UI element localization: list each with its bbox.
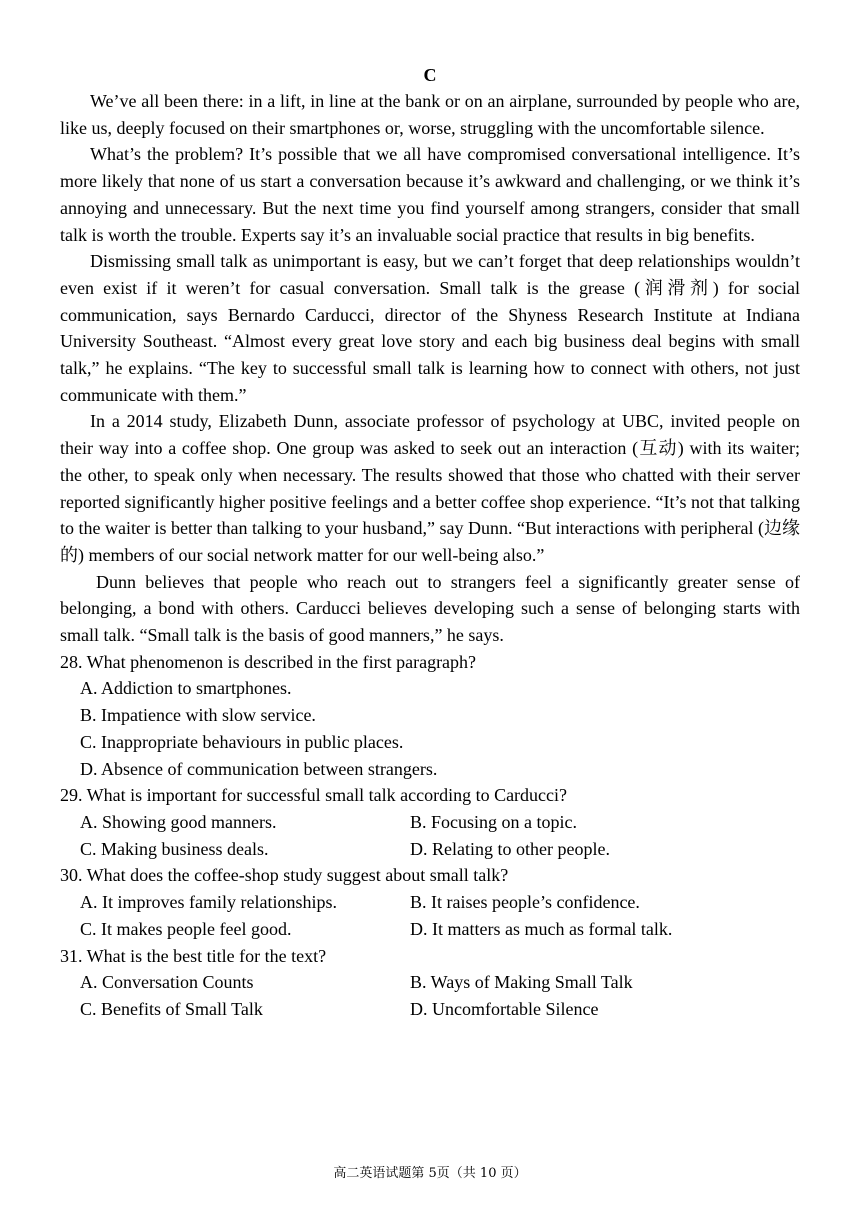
- exam-page: [60, 62, 800, 1023]
- question-31-options-row-2: [60, 996, 800, 1023]
- question-31-options-row-1: [60, 969, 800, 996]
- question-30-options-row-1: [60, 889, 800, 916]
- question-29-option-b: B. Focusing on a topic.: [410, 811, 577, 832]
- page-footer: 高二英语试题第 5页（共 10 页）: [333, 1166, 527, 1181]
- question-29-stem: 29. What is important for successful small talk according to Carducci?: [60, 785, 568, 806]
- section-heading: C: [423, 65, 437, 85]
- question-30-option-a: A. It improves family relationships.: [80, 892, 337, 913]
- passage-paragraph-2: What’s the problem? It’s possible that we all have compromised conversational intelligence. It’s more likely that none of us start a conversation because it’s awkward and challenging, or we think it’s annoying and unnecessary. But the next time you find yourself among strangers, consider that small talk is worth the trouble. Experts say it’s an invaluable social practice that results in big benefits.: [60, 144, 800, 245]
- question-29-option-a: A. Showing good manners.: [80, 811, 277, 832]
- question-28-stem: 28. What phenomenon is described in the first paragraph?: [60, 651, 477, 672]
- question-29-option-d: D. Relating to other people.: [410, 838, 610, 859]
- question-29-options-row-2: [60, 836, 800, 863]
- passage-paragraph-1: We’ve all been there: in a lift, in line at the bank or on an airplane, surrounded by people who are, like us, deeply focused on their smartphones or, worse, struggling with the uncomfortable silence.: [60, 91, 800, 138]
- passage-paragraph-4: In a 2014 study, Elizabeth Dunn, associate professor of psychology at UBC, invited people on their way into a coffee shop. One group was asked to seek out an interaction (互动) with its waiter; the other, to speak only when necessary. The results showed that those who chatted with their server reported significantly higher positive feelings and a better coffee shop experience. “It’s not that talking to the waiter is better than talking to your husband,” say Dunn. “But interactions with peripheral (边缘的) members of our social network matter for our well-being also.”: [60, 411, 800, 565]
- question-28-option-c: C. Inappropriate behaviours in public places.: [80, 731, 404, 752]
- question-29-option-c: C. Making business deals.: [80, 838, 269, 859]
- question-30-options-row-2: [60, 916, 800, 943]
- passage-paragraph-5: Dunn believes that people who reach out to strangers feel a significantly greater sense of belonging, a bond with others. Carducci believes developing such a sense of belonging starts with small talk. “Small talk is the basis of good manners,” he says.: [60, 571, 800, 646]
- passage-paragraph-3: Dismissing small talk as unimportant is easy, but we can’t forget that deep relationships wouldn’t even exist if it weren’t for casual conversation. Small talk is the grease (润滑剂) for social communication, says Bernardo Carducci, director of the Shyness Research Institute at Indiana University Southeast. “Almost every great love story and each big business deal begins with small talk,” he explains. “The key to successful small talk is learning how to connect with others, not just communicate with them.”: [60, 251, 800, 405]
- question-31-option-c: C. Benefits of Small Talk: [80, 998, 263, 1019]
- question-28-option-b: B. Impatience with slow service.: [80, 705, 316, 726]
- question-29-options-row-1: [60, 809, 800, 836]
- question-31-stem: 31. What is the best title for the text?: [60, 945, 327, 966]
- question-30-option-d: D. It matters as much as formal talk.: [410, 918, 673, 939]
- question-30-option-c: C. It makes people feel good.: [80, 918, 292, 939]
- question-28-option-d: D. Absence of communication between strangers.: [80, 758, 438, 779]
- question-31-option-b: B. Ways of Making Small Talk: [410, 972, 633, 993]
- question-30-option-b: B. It raises people’s confidence.: [410, 892, 640, 913]
- question-31-option-d: D. Uncomfortable Silence: [410, 998, 599, 1019]
- question-28-option-a: A. Addiction to smartphones.: [80, 678, 292, 699]
- question-30-stem: 30. What does the coffee-shop study suggest about small talk?: [60, 865, 509, 886]
- question-31-option-a: A. Conversation Counts: [80, 972, 254, 993]
